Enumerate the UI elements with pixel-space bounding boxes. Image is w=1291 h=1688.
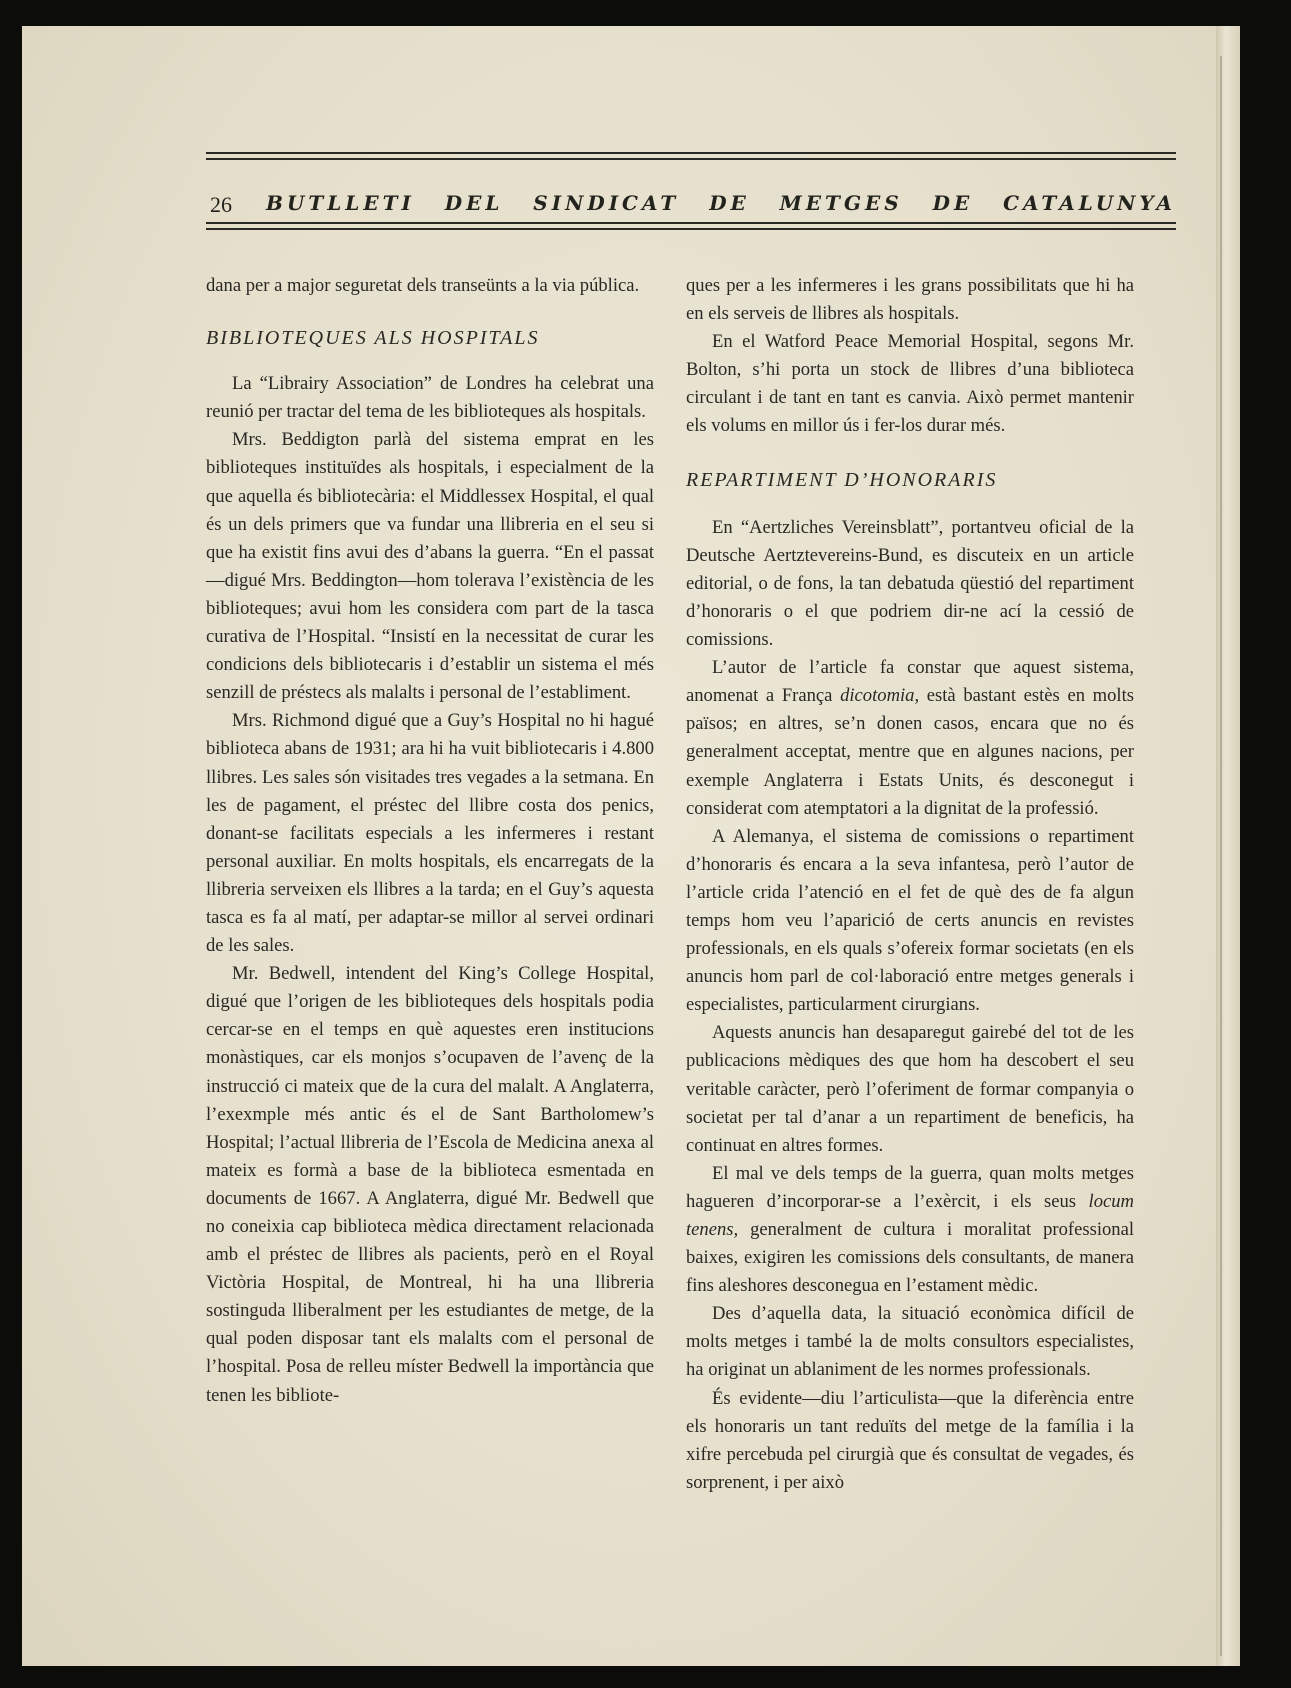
paragraph: És evidente—diu l’articulista—que la diferència entre els honoraris un tant reduïts del metge de la família i la xifre percebuda pel cirurgià que és consultat de vegades, és sorprenent, i per això	[686, 1387, 1134, 1493]
section-heading: REPARTIMENT D’HONORARIS	[686, 468, 998, 491]
paragraph: A Alemanya, el sistema de comissions o repartiment d’honoraris és encara a la seva infantesa, però l’autor de l’article crida l’atenció en el fet de què des de fa algun temps hom veu l’aparició de certs anuncis en revistes professionals, en els quals s’ofereix formar societats (en els anuncis hom parl de col·laboració entre metges generals i especialistes, particularment cirurgians.	[686, 825, 1134, 1016]
header-top-rule	[206, 152, 1176, 160]
text-run: està bastant estès en molts països; en altres, se’n donen casos, encara que no és generalment acceptat, mentre que en algunes nacions, per exemple Anglaterra i Estats Units, és desconegut i considerat com atemptatori a la dignitat de la professió.	[686, 685, 1134, 819]
title-word: DE	[932, 191, 974, 215]
header-bottom-rule	[206, 222, 1176, 230]
paragraph: En el Watford Peace Memorial Hospital, segons Mr. Bolton, s’hi porta un stock de llibres d’una biblioteca circulant i de tant en tant es canvia. Això permet mantenir els volums en millor ús i fer-los durar més.	[686, 331, 1134, 437]
right-column	[686, 272, 1134, 1497]
italic-term: locum tenens,	[686, 1190, 1134, 1240]
paragraph: En “Aertzliches Vereinsblatt”, portantveu oficial de la Deutsche Aertztevereins-Bund, es discuteix en un article editorial, o de fons, la tan debatuda qüestió del repartiment d’honoraris o el que podriem dir-ne ací la cessió de comissions.	[686, 516, 1134, 651]
left-column	[206, 272, 654, 1410]
title-word: DEL	[444, 191, 504, 215]
text-run: generalment de cultura i moralitat professional baixes, exigiren les comissions dels consultants, de manera fins aleshores desconegua en l’estament mèdic.	[686, 1219, 1134, 1297]
paragraph: Mrs. Richmond digué que a Guy’s Hospital no hi hagué biblioteca abans de 1931; ara hi ha vuit bibliotecaris i 4.800 llibres. Les sales són visitades tres vegades a la setmana. En les de pagament, el préstec del llibre costa dos penics, donant-se facilitats especials a les infermeres i restant personal auxiliar. En molts hospitals, els encarregats de la llibreria serveixen els llibres a la tarda; en el Guy’s aquesta tasca es fa al matí, per adaptar-se millor al servei ordinari de les sales.	[206, 710, 654, 957]
paragraph	[686, 1160, 1134, 1300]
paragraph: Des d’aquella data, la situació econòmica difícil de molts metges i també la de molts consultors especialistes, ha originat un ablaniment de les normes professionals.	[686, 1303, 1134, 1381]
leaf-edge-line	[1220, 56, 1222, 1656]
paragraph: Mr. Bedwell, intendent del King’s College Hospital, digué que l’origen de les biblioteques dels hospitals podia cercar-se en el temps en què aquestes eren institucions monàstiques, car els monjos s’ocupaven de l’avenç de la instrucció ci mateix que de la cura del malalt. A Anglaterra, l’exexmple més antic és el de Sant Bartholomew’s Hospital; l’actual llibreria de l’Escola de Medicina anexa al mateix es formà a base de la biblioteca esmentada en documents de 1667. A Anglaterra, digué Mr. Bedwell que no coneixia cap biblioteca mèdica directament relacionada amb el préstec de llibres als pacients, però en el Royal Victòria Hospital, de Montreal, hi ha una llibreria sostinguda lliberalment per les estudiantes de metge, de la qual poden disposar tant els malalts com el personal de l’hospital. Posa de relleu míster Bedwell la importància que tenen les bibliote-	[206, 963, 654, 1406]
paragraph	[686, 654, 1134, 823]
scanned-page	[22, 26, 1240, 1666]
title-word: CATALUNYA	[1003, 191, 1176, 215]
title-word: METGES	[779, 191, 903, 215]
paragraph: La “Librairy Association” de Londres ha celebrat una reunió per tractar del tema de les biblioteques als hospitals.	[206, 373, 654, 423]
title-word: SINDICAT	[533, 191, 680, 215]
italic-term: dicotomia,	[840, 685, 920, 707]
paragraph: Mrs. Beddigton parlà del sistema emprat en les biblioteques instituïdes als hospitals, i especialment de la que aquella és bibliotecària: el Middlessex Hospital, el qual és un dels primers que va fundar una llibreria en el seu si que ha existit fins avui des d’abans la guerra. “En el passat—digué Mrs. Beddington—hom tolerava l’existència de les biblioteques; avui hom les considera com part de la tasca curativa de l’Hospital. “Insistí en la necessitat de curar les condicions dels bibliotecaris i d’establir un sistema el més senzill de préstecs als malalts i personal de l’establiment.	[206, 429, 654, 704]
journal-title	[266, 191, 1176, 215]
text-run: El mal ve dels temps de la guerra, quan molts metges hagueren d’incorporar-se a l’exèrcit, i els seus	[686, 1162, 1134, 1212]
running-header	[206, 174, 1176, 224]
paragraph: ques per a les infermeres i les grans possibilitats que hi ha en els serveis de llibres als hospitals.	[686, 275, 1134, 325]
section-heading: BIBLIOTEQUES ALS HOSPITALS	[206, 327, 540, 350]
paragraph: Aquests anuncis han desaparegut gairebé del tot de les publicacions mèdiques des que hom ha descobert el seu veritable caràcter, però l’oferiment de formar companyia o societat per tal d’anar a un repartiment de beneficis, ha continuat en altres formes.	[686, 1022, 1134, 1156]
page-number: 26	[210, 192, 232, 217]
title-word: DE	[709, 191, 750, 215]
text-run: L’autor de l’article fa constar que aquest sistema, anomenat a França	[686, 657, 1134, 707]
title-word: BUTLLETI	[266, 191, 415, 215]
paragraph: dana per a major seguretat dels transeünts a la via pública.	[206, 275, 640, 296]
